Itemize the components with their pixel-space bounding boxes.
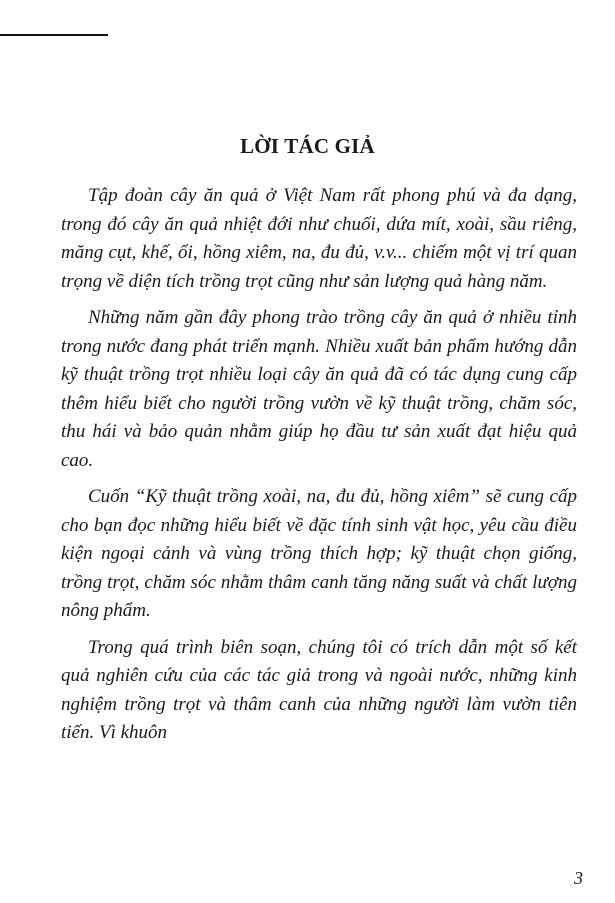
top-rule-divider (0, 34, 108, 36)
page-number: 3 (574, 868, 583, 888)
paragraph-3: Cuốn “Kỹ thuật trồng xoài, na, đu đủ, hồng xiêm” sẽ cung cấp cho bạn đọc những hiểu biết về đặc tính sinh vật học, yêu cầu điều kiện ngoại cảnh và vùng trồng thích hợp; kỹ thuật chọn giống, trồng trọt, chăm sóc nhằm thâm canh tăng năng suất và chất lượng nông phẩm. (61, 486, 577, 621)
paragraph-1: Tập đoàn cây ăn quả ở Việt Nam rất phong phú và đa dạng, trong đó cây ăn quả nhiệt đới như chuối, dứa mít, xoài, sầu riêng, măng cụt, khế, ổi, hồng xiêm, na, đu đủ, v.v... chiếm một vị trí quan trọng về diện tích trồng trọt cũng như sản lượng quả hàng năm. (61, 185, 577, 292)
body-text (61, 182, 577, 756)
page-title: LỜI TÁC GIẢ (240, 134, 375, 158)
paragraph-4: Trong quá trình biên soạn, chúng tôi có trích dẫn một số kết quả nghiên cứu của các tác giả trong và ngoài nước, những kinh nghiệm trồng trọt và thâm canh của những người làm vườn tiên tiến. Vì khuôn (61, 636, 577, 743)
paragraph-2: Những năm gần đây phong trào trồng cây ăn quả ở nhiều tỉnh trong nước đang phát triển mạnh. Nhiều xuất bản phẩm hướng dẫn kỹ thuật trồng trọt nhiều loại cây ăn quả đã có tác dụng cung cấp thêm hiểu biết cho người trồng vườn về kỹ thuật trồng, chăm sóc, thu hái và bảo quản nhằm giúp họ đầu tư sản xuất đạt hiệu quả cao. (61, 307, 577, 471)
